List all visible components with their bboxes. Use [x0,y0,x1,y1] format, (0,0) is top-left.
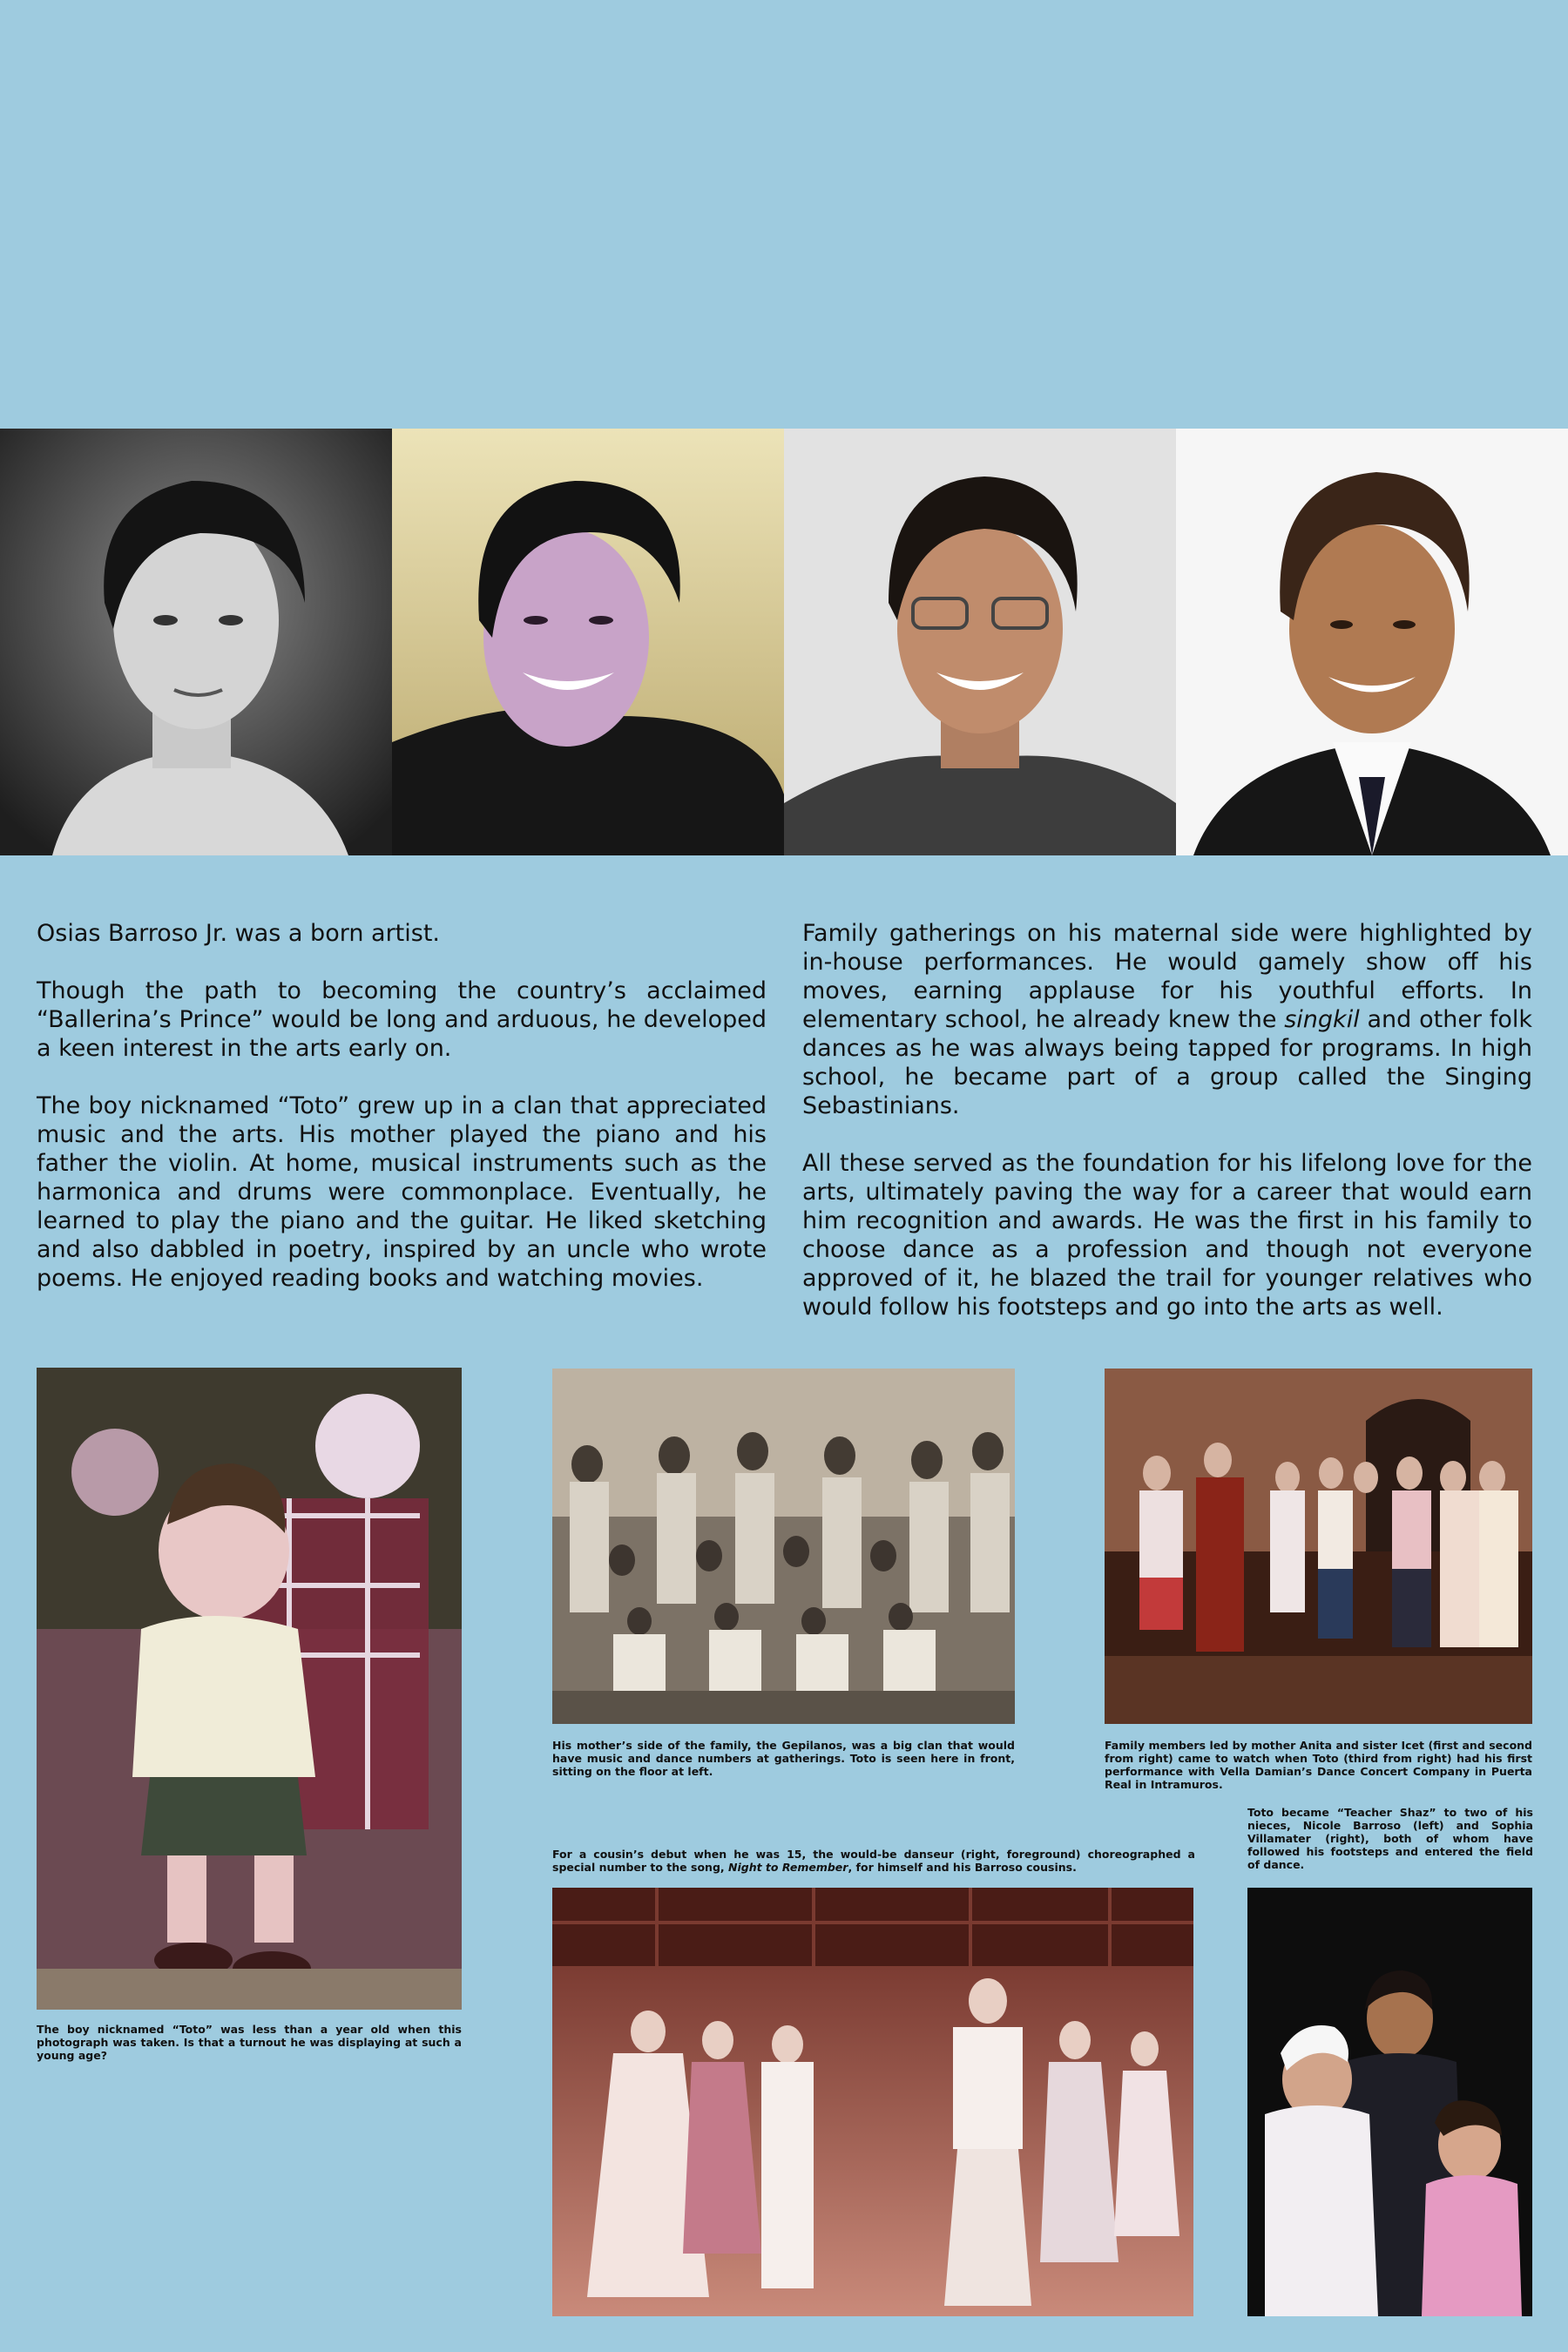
intro-paragraph: Osias Barroso Jr. was a born artist. [37,920,441,947]
photo-teacher-shaz-nieces [1247,1888,1532,2316]
intro-paragraph: Though the path to becoming the country’s acclaimed “Ballerina’s Prince” would be long and arduous, he developed a keen interest in the arts early on. [37,977,767,1062]
caption-baby-photo: The boy nicknamed “Toto” was less than a year old when this photograph was taken. Is that a turnout he was displaying at such a young age? [37,2023,462,2062]
caption-clan-photo: His mother’s side of the family, the Gepilanos, was a big clan that would have music and dance numbers at gatherings. Toto is seen here in front, sitting on the floor at left. [552,1739,1015,1778]
intro-paragraph: Family gatherings on his maternal side were highlighted by in-house performances. He would gamely show off his moves, earning applause for his youthful efforts. In elementary school, he already knew the singkil and other folk dances as he was always being tapped for programs. In high school, he became part of a group called the Singing Sebastinians. [802,920,1532,1119]
portrait-glasses-patterned-shirt [784,429,1176,855]
photo-cousin-debut-dance [552,1888,1193,2316]
intro-paragraph: All these served as the foundation for his lifelong love for the arts, ultimately paving the way for a career that would earn him recognition and awards. He was the first in his family to choose dance as a profession and though not everyone approved of it, he blazed the trail for younger relatives who would follow his footsteps and go into the arts as well. [802,1150,1532,1321]
caption-teacher-shaz-photo: Toto became “Teacher Shaz” to two of his nieces, Nicole Barroso (left) and Sophia Villamater (right), both of whom have followed his footsteps and entered the field of dance. [1247,1806,1533,1871]
portrait-suit-tie [1176,429,1568,855]
intro-right-column [802,919,1532,1350]
intro-left-column [37,919,767,1321]
photo-baby-in-chair [37,1368,462,2010]
portrait-smiling-black-turtleneck [392,429,784,855]
portrait-young-bw [0,429,392,855]
intro-paragraph: The boy nicknamed “Toto” grew up in a clan that appreciated music and the arts. His mother played the piano and his father the violin. At home, musical instruments such as the harmonica and drums were commonplace. Eventually, he learned to play the piano and the guitar. He liked sketching and also dabbled in poetry, inspired by an uncle who wrote poems. He enjoyed reading books and watching movies. [37,1092,767,1292]
caption-intramuros-photo: Family members led by mother Anita and sister Icet (first and second from right) came to watch when Toto (third from right) had his first performance with Vella Damian’s Dance Concert Company in Puerta Real in Intramuros. [1105,1739,1532,1791]
portrait-strip [0,429,1568,855]
photo-intramuros-performance [1105,1369,1532,1724]
photo-family-clan [552,1369,1015,1724]
caption-debut-photo: For a cousin’s debut when he was 15, the would-be danseur (right, foreground) choreographed a special number to the song, Night to Remember, for himself and his Barroso cousins. [552,1848,1195,1874]
singkil-term: singkil [1284,1006,1360,1033]
song-title: Night to Remember [728,1861,848,1874]
